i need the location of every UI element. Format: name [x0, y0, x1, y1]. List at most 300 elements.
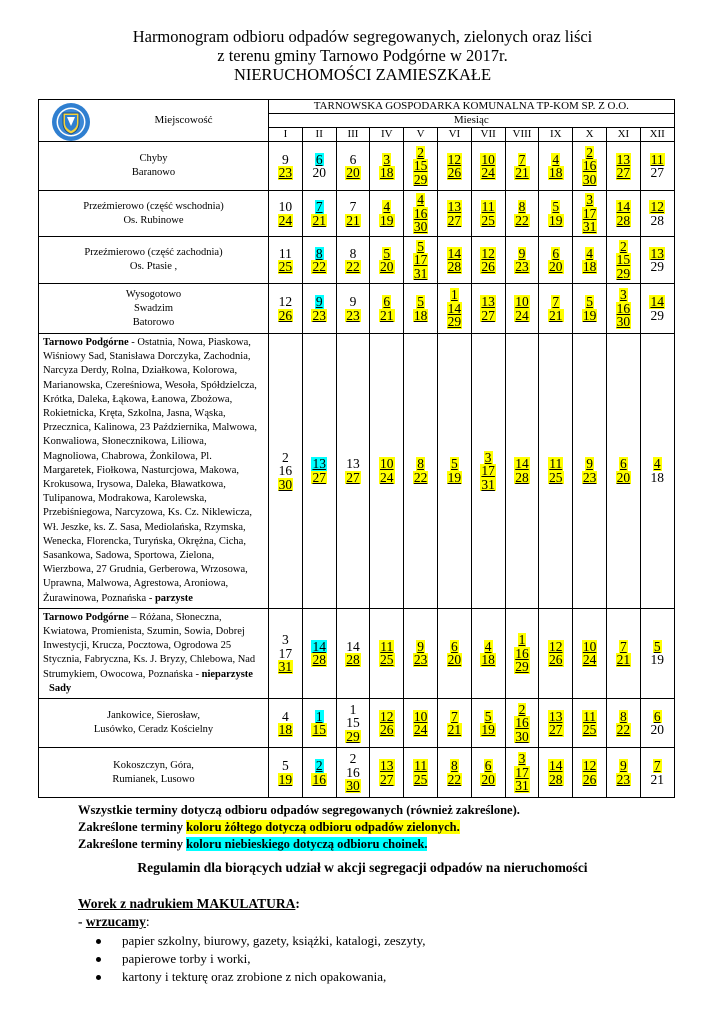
- street-list: – Różana, Słoneczna, Kwiatowa, Promienista, Szumin, Sowia, Dobrej Inwestycji, Krucza, Pocztowa, Ogrodowa 25 Stycznia, Fabryczna, Ks. J. Bryzy, Chlebowa, Nad Strumykiem, Owocowa, Poznańska -: [43, 611, 256, 680]
- green-waste-date: 4: [417, 192, 424, 208]
- month-col-11: XI: [606, 128, 640, 142]
- list-item-text: papier szkolny, biurowy, gazety, książki, katalogi, zeszyty,: [122, 933, 426, 948]
- green-waste-date: 12: [650, 199, 664, 214]
- date-cell: [539, 237, 573, 284]
- date-cell: [539, 142, 573, 191]
- date-cell: [336, 699, 370, 748]
- date-cell: [269, 748, 303, 798]
- date-cell: [269, 142, 303, 191]
- green-waste-date: 29: [447, 314, 462, 330]
- date-cell: [606, 334, 640, 609]
- note-blue-highlight: koloru niebieskiego dotyczą odbioru choinek.: [186, 837, 428, 851]
- date-cell: [404, 334, 438, 609]
- table-row: [39, 191, 675, 237]
- month-col-3: III: [336, 128, 370, 142]
- green-waste-date: 14: [447, 300, 462, 316]
- place-header-label: Miejscowość: [154, 114, 213, 126]
- date-cell: [302, 608, 336, 698]
- green-waste-date: 29: [515, 659, 529, 675]
- green-waste-date: 8: [451, 758, 458, 774]
- street-list: - Ostatnia, Nowa, Piaskowa, Wiśniowy Sad, Stanisława Dorczyka, Zachodnia, Narcyza Derdy, Rolna, Działkowa, Kolorowa, Marianowska, Czereśniowa, Wesoła, Spółdzielcza, Krótka, Daleka, Łąkowa, Łanowa, Zbożowa, Rokietnicka, Kręta, Szkolna, Jasna, Wąska, Przecznica, Kalinowa, 23 Października, Malwowa, Konwaliowa, Słonecznikowa, Liliowa, Magnoliowa, Chabrowa, Żonkilowa, Pl. Margaretek, Fiołkowa, Nasturcjowa, Makowa, Krokusowa, Irysowa, Daleka, Bławatkowa, Tulipanowa, Modrakowa, Karolewska, Przebiśniegowa, Narcyzowa, Ks. Cz. Niklewicza, Wł. Jeszke, ks. Z. Sasa, Mediolańska, Rzymska, Wenecka, Florencka, Turyńska, Okrężna, Cicha, Sasankowa, Sadowa, Sportowa, Zielona, Wierzbowa, 27 Grudnia, Gerberowa, Wrzosowa, Uprawna, Malwowa, Agrestowa, Aroniowa, Żurawinowa, Poznańska -: [43, 337, 257, 604]
- date-cell: [336, 191, 370, 237]
- pickup-date: 3: [282, 632, 289, 648]
- date-cell: [539, 284, 573, 334]
- green-waste-date: 1: [518, 632, 526, 648]
- date-cell: [606, 748, 640, 798]
- green-waste-date: 26: [380, 722, 394, 738]
- pickup-date: 29: [650, 259, 664, 274]
- date-cell: [606, 699, 640, 748]
- green-waste-date: 23: [515, 259, 529, 274]
- christmas-tree-date: 13: [312, 456, 326, 472]
- date-cell: [437, 334, 471, 609]
- date-cell: [471, 748, 505, 798]
- date-cell: [640, 284, 674, 334]
- green-waste-date: 11: [380, 638, 394, 654]
- green-waste-date: 6: [383, 294, 391, 309]
- green-waste-date: 11: [650, 151, 664, 167]
- list-item: [104, 950, 251, 968]
- green-waste-date: 16: [515, 715, 529, 731]
- green-waste-date: 2: [417, 144, 424, 160]
- place-extra: Sady: [49, 682, 72, 694]
- place-town: Tarnowo Podgórne: [43, 611, 129, 623]
- green-waste-date: 4: [484, 638, 492, 654]
- pickup-date: 16: [346, 764, 360, 780]
- pickup-date: 5: [282, 758, 289, 774]
- green-waste-date: 6: [653, 708, 661, 724]
- date-cell: [370, 142, 404, 191]
- green-waste-date: 11: [414, 758, 428, 774]
- date-cell: [606, 284, 640, 334]
- date-cell: [404, 748, 438, 798]
- green-waste-date: 5: [451, 456, 458, 472]
- green-waste-date: 17: [515, 764, 529, 780]
- date-cell: [606, 142, 640, 191]
- green-waste-date: 31: [413, 265, 428, 281]
- green-waste-date: 25: [481, 212, 495, 228]
- date-cell: [370, 334, 404, 609]
- list-item-text: kartony i tekturę oraz zrobione z nich opakowania,: [122, 969, 387, 984]
- green-waste-date: 19: [549, 212, 563, 228]
- green-waste-date: 16: [413, 205, 428, 221]
- date-cell: [640, 334, 674, 609]
- green-waste-date: 13: [549, 708, 563, 724]
- pickup-date: 2: [282, 449, 289, 465]
- green-waste-date: 19: [582, 307, 597, 323]
- green-waste-date: 3: [619, 287, 627, 303]
- date-cell: [539, 191, 573, 237]
- wrzucamy-text: wrzucamy: [85, 914, 146, 929]
- pickup-date: 6: [349, 151, 357, 167]
- green-waste-date: 7: [552, 294, 560, 309]
- green-waste-date: 13: [447, 199, 462, 214]
- date-cell: [269, 699, 303, 748]
- date-cell: [336, 334, 370, 609]
- date-cell: [404, 608, 438, 698]
- green-waste-date: 25: [278, 259, 293, 274]
- date-cell: [404, 699, 438, 748]
- green-waste-date: 27: [616, 165, 631, 180]
- date-cell: [404, 237, 438, 284]
- green-waste-date: 21: [380, 307, 394, 323]
- green-waste-date: 4: [383, 199, 391, 214]
- green-waste-date: 18: [582, 259, 597, 274]
- date-cell: [471, 334, 505, 609]
- green-waste-date: 22: [312, 259, 326, 274]
- place-name: Batorowo: [132, 316, 175, 328]
- date-cell: [404, 142, 438, 191]
- green-waste-date: 30: [278, 476, 293, 492]
- place-name: Swadzim: [133, 302, 174, 314]
- date-cell: [269, 334, 303, 609]
- green-waste-date: 7: [451, 708, 458, 724]
- date-cell: [573, 608, 607, 698]
- list-item: [104, 932, 426, 950]
- date-cell: [269, 608, 303, 698]
- month-col-5: V: [404, 128, 438, 142]
- green-waste-date: 26: [582, 771, 597, 787]
- date-cell: [302, 334, 336, 609]
- date-cell: [269, 191, 303, 237]
- christmas-tree-date: 14: [312, 638, 326, 654]
- date-cell: [640, 748, 674, 798]
- date-cell: [437, 748, 471, 798]
- green-waste-date: 28: [447, 259, 462, 274]
- place-name: Lusówko, Ceradz Kościelny: [93, 724, 214, 736]
- green-waste-date: 6: [619, 456, 627, 472]
- pickup-date: 10: [278, 199, 293, 214]
- green-waste-date: 16: [582, 158, 597, 174]
- green-waste-date: 16: [312, 771, 326, 787]
- green-waste-date: 2: [518, 701, 526, 717]
- pickup-date: 13: [346, 456, 360, 472]
- green-waste-date: 27: [380, 771, 394, 787]
- date-cell: [539, 608, 573, 698]
- green-waste-date: 31: [278, 659, 293, 675]
- green-waste-date: 29: [413, 171, 428, 187]
- green-waste-date: 11: [481, 199, 495, 214]
- note-blue-prefix: Zakreślone terminy: [78, 837, 187, 851]
- month-col-9: IX: [539, 128, 573, 142]
- green-waste-date: 15: [616, 252, 631, 268]
- green-waste-date: 5: [586, 294, 593, 309]
- date-cell: [437, 237, 471, 284]
- green-waste-date: 14: [650, 294, 664, 309]
- christmas-tree-date: 6: [315, 151, 323, 167]
- place-name: Chyby: [139, 153, 168, 164]
- date-cell: [437, 608, 471, 698]
- green-waste-date: 19: [481, 722, 495, 738]
- green-waste-date: 20: [481, 771, 495, 787]
- note-yellow-highlight: koloru żółtego dotyczą odbioru odpadów zielonych.: [186, 820, 460, 834]
- place-cell: [39, 334, 269, 609]
- green-waste-date: 24: [380, 469, 394, 485]
- place-name: Wysogotowo: [125, 288, 182, 300]
- month-col-12: XII: [640, 128, 674, 142]
- date-cell: [336, 284, 370, 334]
- christmas-tree-date: 9: [315, 294, 323, 309]
- green-waste-date: 20: [616, 469, 631, 485]
- place-cell: [39, 608, 269, 698]
- green-waste-date: 23: [346, 307, 360, 323]
- green-waste-date: 10: [515, 294, 529, 309]
- green-waste-date: 19: [278, 771, 293, 787]
- table-row: [39, 748, 675, 798]
- green-waste-date: 15: [312, 722, 326, 738]
- date-cell: [302, 142, 336, 191]
- green-waste-date: 23: [413, 652, 428, 668]
- month-col-4: IV: [370, 128, 404, 142]
- green-waste-date: 4: [552, 151, 560, 167]
- title-line-1: Harmonogram odbioru odpadów segregowanych, zielonych oraz liści: [132, 27, 593, 46]
- note-yellow: [78, 819, 460, 835]
- green-waste-date: 8: [518, 199, 526, 214]
- date-cell: [573, 191, 607, 237]
- pickup-date: 1: [349, 701, 357, 717]
- green-waste-date: 26: [447, 165, 462, 180]
- green-waste-date: 6: [484, 758, 492, 774]
- green-waste-date: 7: [653, 758, 661, 774]
- green-waste-date: 24: [413, 722, 428, 738]
- green-waste-date: 26: [481, 259, 495, 274]
- date-cell: [437, 284, 471, 334]
- green-waste-date: 21: [616, 652, 631, 668]
- green-waste-date: 25: [380, 652, 394, 668]
- place-cell: [39, 237, 269, 284]
- date-cell: [471, 191, 505, 237]
- green-waste-date: 10: [380, 456, 394, 472]
- date-cell: [437, 699, 471, 748]
- date-cell: [640, 608, 674, 698]
- green-waste-date: 22: [413, 469, 428, 485]
- green-waste-date: 31: [582, 219, 597, 235]
- list-item: [104, 968, 387, 986]
- green-waste-date: 25: [413, 771, 428, 787]
- green-waste-date: 28: [515, 469, 529, 485]
- green-waste-date: 25: [549, 469, 563, 485]
- date-cell: [302, 699, 336, 748]
- place-town: Tarnowo Podgórne: [43, 337, 129, 348]
- date-cell: [370, 284, 404, 334]
- green-waste-date: 7: [518, 151, 526, 167]
- pickup-date: 28: [650, 212, 664, 228]
- green-waste-date: 26: [278, 307, 293, 323]
- street-parity: nieparzyste: [201, 668, 253, 680]
- date-cell: [505, 142, 539, 191]
- green-waste-date: 17: [413, 252, 428, 268]
- date-cell: [302, 191, 336, 237]
- month-col-6: VI: [437, 128, 471, 142]
- pickup-date: 15: [346, 715, 360, 731]
- bullet-icon: [96, 939, 101, 944]
- date-cell: [336, 237, 370, 284]
- green-waste-date: 30: [346, 778, 360, 794]
- green-waste-date: 3: [586, 192, 593, 208]
- date-cell: [336, 608, 370, 698]
- green-waste-date: 23: [616, 771, 631, 787]
- pickup-date: 8: [349, 245, 357, 261]
- green-waste-date: 23: [278, 165, 293, 180]
- pickup-date: 21: [650, 771, 664, 787]
- regulations-title: Regulamin dla biorących udział w akcji segregacji odpadów na nieruchomości: [137, 860, 588, 875]
- date-cell: [437, 142, 471, 191]
- month-col-2: II: [302, 128, 336, 142]
- green-waste-date: 21: [515, 165, 529, 180]
- date-cell: [505, 284, 539, 334]
- bag-title: [78, 895, 300, 913]
- list-item-text: papierowe torby i worki,: [122, 951, 251, 966]
- green-waste-date: 5: [417, 238, 424, 254]
- green-waste-date: 13: [616, 151, 631, 167]
- date-cell: [640, 142, 674, 191]
- green-waste-date: 29: [616, 265, 631, 281]
- title-line-3: NIERUCHOMOŚCI ZAMIESZKAŁE: [233, 65, 492, 84]
- pickup-date: 18: [650, 469, 664, 485]
- month-col-8: VIII: [505, 128, 539, 142]
- green-waste-date: 14: [549, 758, 563, 774]
- company-name: TARNOWSKA GOSPODARKA KOMUNALNA TP-KOM SP. Z O.O.: [269, 100, 675, 114]
- christmas-tree-date: 2: [315, 758, 323, 774]
- pickup-date: 29: [650, 307, 664, 323]
- green-waste-date: 8: [619, 708, 627, 724]
- wrzucamy-dash: -: [78, 914, 86, 929]
- green-waste-date: 27: [447, 212, 462, 228]
- date-cell: [573, 334, 607, 609]
- wrzucamy-colon: :: [145, 914, 150, 929]
- green-waste-date: 16: [616, 300, 631, 316]
- street-parity: parzyste: [154, 592, 193, 604]
- green-waste-date: 30: [616, 314, 631, 330]
- pickup-date: 7: [349, 199, 357, 214]
- note-yellow-prefix: Zakreślone terminy: [78, 820, 187, 834]
- place-name: Kokoszczyn, Góra,: [113, 759, 194, 771]
- christmas-tree-date: 8: [315, 245, 323, 261]
- green-waste-date: 18: [549, 165, 563, 180]
- date-cell: [539, 334, 573, 609]
- green-waste-date: 22: [616, 722, 631, 738]
- place-cell: [39, 191, 269, 237]
- green-waste-date: 28: [346, 652, 360, 668]
- green-waste-date: 28: [549, 771, 563, 787]
- pickup-date: 14: [346, 638, 360, 654]
- date-cell: [606, 608, 640, 698]
- green-waste-date: 29: [346, 728, 360, 744]
- green-waste-date: 30: [582, 171, 597, 187]
- green-waste-date: 24: [515, 307, 529, 323]
- green-waste-date: 20: [447, 652, 462, 668]
- pickup-date: 19: [650, 652, 664, 668]
- place-cell: [39, 142, 269, 191]
- date-cell: [370, 237, 404, 284]
- date-cell: [302, 284, 336, 334]
- green-waste-date: 14: [447, 245, 462, 261]
- date-cell: [269, 237, 303, 284]
- date-cell: [539, 699, 573, 748]
- green-waste-date: 18: [413, 307, 428, 323]
- date-cell: [370, 699, 404, 748]
- green-waste-date: 26: [549, 652, 563, 668]
- note-blue: [78, 836, 427, 852]
- green-waste-date: 13: [650, 245, 664, 261]
- date-cell: [505, 334, 539, 609]
- green-waste-date: 12: [380, 708, 394, 724]
- green-waste-date: 30: [515, 728, 529, 744]
- green-waste-date: 7: [619, 638, 627, 654]
- table-row: [39, 237, 675, 284]
- pickup-date: 9: [349, 294, 357, 309]
- green-waste-date: 12: [481, 245, 495, 261]
- green-waste-date: 2: [586, 144, 593, 160]
- green-waste-date: 17: [481, 463, 495, 479]
- date-cell: [640, 237, 674, 284]
- date-cell: [606, 237, 640, 284]
- place-name: Rumianek, Lusowo: [112, 773, 195, 785]
- date-cell: [269, 284, 303, 334]
- green-waste-date: 11: [549, 456, 563, 472]
- green-waste-date: 15: [413, 158, 428, 174]
- date-cell: [640, 699, 674, 748]
- place-name: Przeźmierowo (część wschodnia): [83, 200, 224, 212]
- green-waste-date: 13: [481, 294, 495, 309]
- green-waste-date: 18: [380, 165, 394, 180]
- pickup-date: 4: [282, 708, 289, 724]
- place-cell: [39, 699, 269, 748]
- pickup-date: 9: [282, 151, 289, 167]
- green-waste-date: 19: [447, 469, 462, 485]
- date-cell: [539, 748, 573, 798]
- green-waste-date: 6: [552, 245, 560, 261]
- bullet-icon: [96, 975, 101, 980]
- green-waste-date: 22: [346, 259, 360, 274]
- green-waste-date: 31: [515, 778, 529, 794]
- green-waste-date: 9: [518, 245, 526, 261]
- pickup-date: 20: [650, 722, 664, 738]
- date-cell: [573, 237, 607, 284]
- pickup-date: 11: [278, 245, 292, 261]
- green-waste-date: 23: [312, 307, 326, 323]
- green-waste-date: 4: [586, 245, 593, 261]
- month-col-1: I: [269, 128, 303, 142]
- table-row: [39, 699, 675, 748]
- table-row: [39, 142, 675, 191]
- green-waste-date: 9: [417, 638, 424, 654]
- date-cell: [573, 748, 607, 798]
- green-waste-date: 12: [447, 151, 462, 167]
- green-waste-date: 27: [346, 469, 360, 485]
- pickup-date: 12: [278, 294, 293, 309]
- green-waste-date: 23: [582, 469, 597, 485]
- green-waste-date: 30: [413, 219, 428, 235]
- place-name: Jankowice, Sierosław,: [107, 710, 200, 722]
- green-waste-date: 31: [481, 476, 495, 492]
- date-cell: [370, 748, 404, 798]
- date-cell: [505, 699, 539, 748]
- date-cell: [505, 608, 539, 698]
- month-col-10: X: [573, 128, 607, 142]
- pickup-date: 20: [312, 165, 326, 180]
- green-waste-date: 27: [481, 307, 495, 323]
- green-waste-date: 21: [312, 212, 326, 228]
- green-waste-date: 20: [549, 259, 563, 274]
- green-waste-date: 21: [549, 307, 563, 323]
- green-waste-date: 19: [380, 212, 394, 228]
- green-waste-date: 12: [549, 638, 563, 654]
- pickup-date: 16: [278, 463, 293, 479]
- green-waste-date: 2: [619, 238, 627, 254]
- date-cell: [404, 191, 438, 237]
- place-name: Os. Rubinowe: [123, 214, 184, 226]
